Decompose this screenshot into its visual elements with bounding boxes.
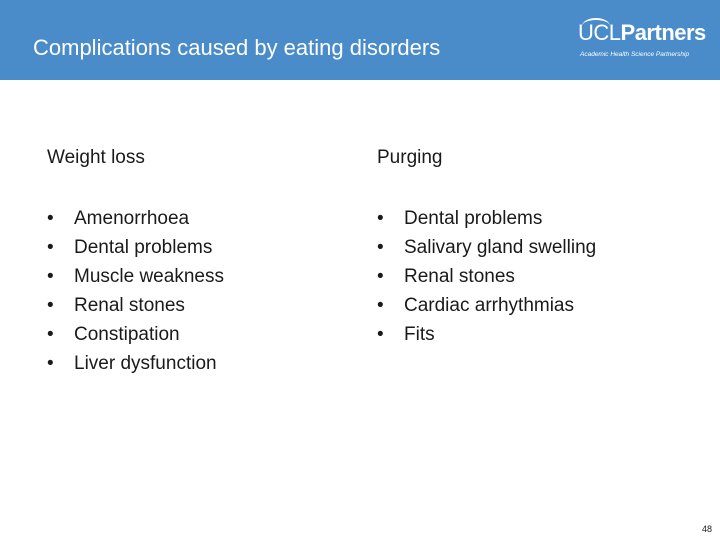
column-heading: Weight loss: [47, 147, 145, 168]
uclpartners-logo: [578, 18, 706, 66]
bullet-icon: •: [377, 208, 384, 229]
list-item: [47, 233, 224, 262]
logo-suffix: Partners: [620, 20, 706, 45]
logo-subtitle: Academic Health Science Partnership: [580, 51, 690, 58]
bullet-list: [377, 204, 596, 349]
bullet-icon: •: [47, 266, 54, 287]
list-item-text: Cardiac arrhythmias: [404, 295, 574, 316]
list-item: [377, 291, 596, 320]
logo-wordmark: [578, 20, 706, 46]
list-item: [47, 204, 224, 233]
list-item-text: Liver dysfunction: [74, 353, 217, 374]
list-item-text: Salivary gland swelling: [404, 237, 597, 258]
list-item: [377, 320, 596, 349]
title-bar: [0, 0, 720, 80]
bullet-list: [47, 204, 224, 378]
column-heading: Purging: [377, 147, 443, 168]
bullet-icon: •: [47, 324, 54, 345]
page-number: 48: [701, 524, 712, 534]
list-item-text: Amenorrhoea: [74, 208, 190, 229]
list-item-text: Renal stones: [74, 295, 185, 316]
list-item-text: Fits: [404, 324, 435, 345]
bullet-icon: •: [377, 266, 384, 287]
list-item: [377, 204, 596, 233]
list-item: [47, 291, 224, 320]
list-item-text: Dental problems: [74, 237, 213, 258]
bullet-icon: •: [377, 295, 384, 316]
bullet-icon: •: [47, 237, 54, 258]
purging-column: [377, 146, 596, 349]
bullet-icon: •: [377, 237, 384, 258]
list-item: [47, 262, 224, 291]
slide-title: Complications caused by eating disorders: [33, 35, 441, 60]
list-item-text: Constipation: [74, 324, 180, 345]
logo-prefix: UCL: [578, 20, 621, 45]
bullet-icon: •: [47, 208, 54, 229]
list-item-text: Dental problems: [404, 208, 543, 229]
bullet-icon: •: [47, 353, 54, 374]
bullet-icon: •: [47, 295, 54, 316]
list-item: [47, 349, 224, 378]
list-item: [377, 262, 596, 291]
list-item: [377, 233, 596, 262]
list-item: [47, 320, 224, 349]
list-item-text: Renal stones: [404, 266, 515, 287]
list-item-text: Muscle weakness: [74, 266, 224, 287]
weight-loss-column: [47, 146, 224, 378]
bullet-icon: •: [377, 324, 384, 345]
